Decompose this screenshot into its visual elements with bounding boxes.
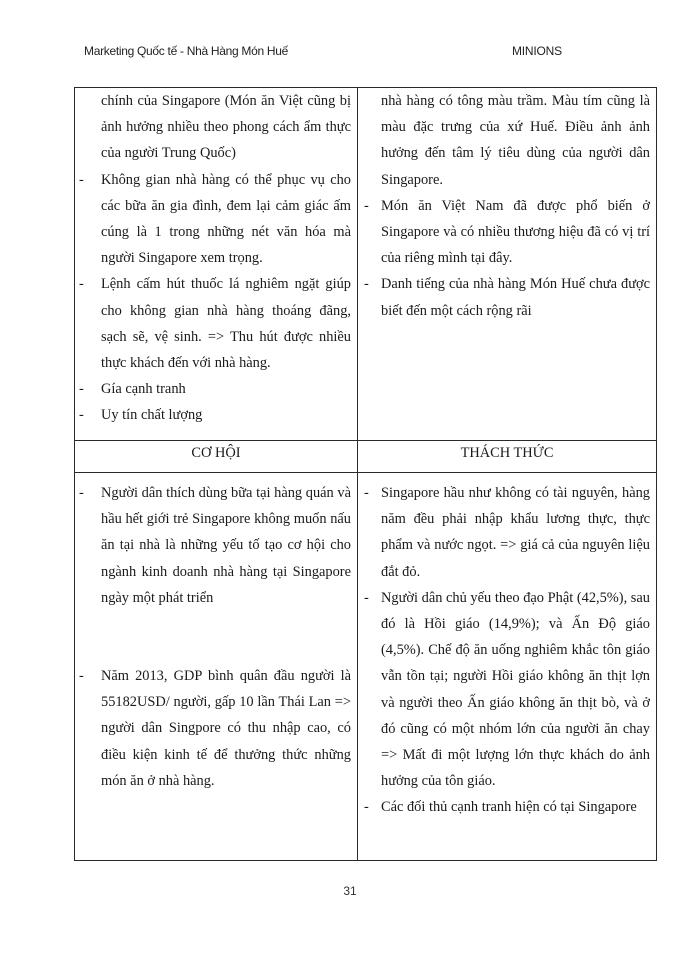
dash-bullet: - — [79, 171, 84, 188]
dash-bullet: - — [364, 276, 369, 293]
list-item: - Các đối thủ cạnh tranh hiện có tại Singapore — [358, 794, 650, 820]
dash-bullet: - — [79, 407, 84, 424]
dash-bullet: - — [79, 381, 84, 398]
header-title: Marketing Quốc tế - Nhà Hàng Món Huế — [84, 44, 288, 58]
dash-bullet: - — [364, 197, 369, 214]
dash-bullet: - — [364, 485, 369, 501]
threats-header: THÁCH THỨC — [358, 441, 657, 473]
list-item: - Món ăn Việt Nam đã được phổ biến ở Singapore và có nhiều thương hiệu đã có vị trí của riêng mình tại đây. — [358, 193, 650, 272]
list-item: - Người dân thích dùng bữa tại hàng quán và hầu hết giới trẻ Singapore không muốn nấu ăn tại nhà là những yếu tố tạo cơ hội cho ngành kinh doanh nhà hàng tại Singapore ngày một phát triển — [75, 480, 351, 611]
dash-bullet: - — [364, 589, 369, 606]
page-header — [84, 44, 660, 62]
list-item: - Năm 2013, GDP bình quân đầu người là 55182USD/ người, gấp 10 lần Thái Lan => người dân Singpore có thu nhập cao, có điều kiện kinh tế để thưởng thức những món ăn ở nhà hàng. — [75, 663, 351, 794]
list-item: - Không gian nhà hàng có thể phục vụ cho các bữa ăn gia đình, đem lại cảm giác ấm cúng là 1 trong những nét văn hóa mà người Singapore xem trọng. — [75, 167, 351, 272]
list-item: - Gía cạnh tranh — [75, 376, 351, 402]
list-item: - Uy tín chất lượng — [75, 402, 351, 428]
page-number: 31 — [343, 884, 357, 898]
blank-spacer — [75, 611, 351, 663]
list-item: - Danh tiếng của nhà hàng Món Huế chưa được biết đến một cách rộng rãi — [358, 271, 650, 323]
list-item: nhà hàng có tông màu trầm. Màu tím cũng là màu đặc trưng của xứ Huế. Điều ảnh ảnh hưởng đến tâm lý tiêu dùng của người dân Singapore. — [381, 93, 650, 188]
strengths-weaknesses-row — [75, 88, 657, 441]
opportunities-cell — [75, 473, 358, 861]
threats-cell — [358, 473, 657, 861]
dash-bullet: - — [79, 668, 84, 685]
list-item: - Singapore hầu như không có tài nguyên, hàng năm đều phải nhập khẩu lương thực, thực phẩm và nước ngọt. => giá cả của nguyên liệu đắt đỏ. — [358, 480, 650, 585]
swot-table — [74, 87, 657, 861]
dash-bullet: - — [79, 276, 84, 293]
header-group-name: MINIONS — [512, 44, 562, 58]
list-item: - Người dân chủ yếu theo đạo Phật (42,5%), sau đó là Hồi giáo (14,9%); và Ấn Độ giáo (4,5%). Chế độ ăn uống nghiêm khắc tôn giáo vẫn tồn tại; người Hồi giáo không ăn thịt lợn và người theo Ấn giáo không ăn thịt bò, và ở đó cũng có một nhóm lớn của người ăn chay => Mất đi một lượng lớn thực khách do ảnh hưởng của tôn giáo. — [358, 585, 650, 795]
opportunities-header: CƠ HỘI — [75, 441, 358, 473]
section-header-row — [75, 441, 657, 473]
opportunities-threats-row — [75, 473, 657, 861]
strengths-cell — [75, 88, 358, 441]
dash-bullet: - — [79, 485, 84, 501]
weaknesses-cell — [358, 88, 657, 441]
list-item: chính của Singapore (Món ăn Việt cũng bị ảnh hưởng nhiều theo phong cách ẩm thực của người Trung Quốc) — [101, 93, 351, 162]
list-item: - Lệnh cấm hút thuốc lá nghiêm ngặt giúp cho không gian nhà hàng thoáng đãng, sạch sẽ, vệ sinh. => Thu hút được nhiều thực khách đến với nhà hàng. — [75, 271, 351, 376]
dash-bullet: - — [364, 799, 369, 816]
